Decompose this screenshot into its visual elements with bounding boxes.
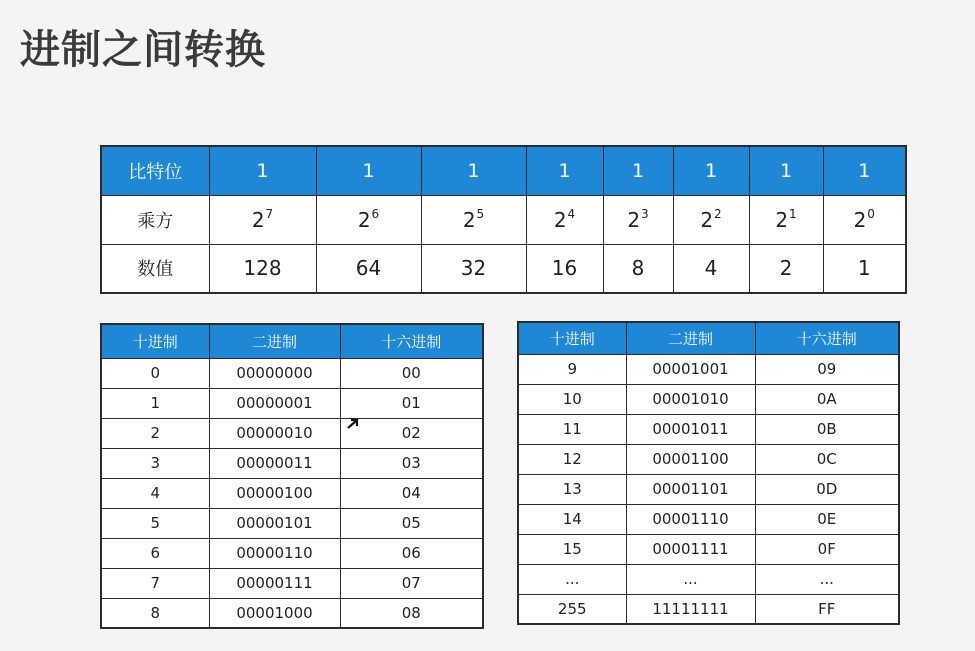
decimal-cell: 9	[518, 354, 626, 384]
binary-cell: 00001011	[626, 414, 755, 444]
value-cell: 4	[673, 244, 749, 293]
power-exponent: 0	[867, 207, 875, 221]
power-cell	[526, 195, 603, 244]
row-label-bit: 比特位	[101, 146, 209, 195]
power-base: 2	[700, 208, 714, 232]
conversion-table-right	[517, 321, 900, 625]
table-row	[101, 448, 483, 478]
binary-cell: 00001001	[626, 354, 755, 384]
table-row	[101, 418, 483, 448]
decimal-cell: 10	[518, 384, 626, 414]
value-cell: 32	[421, 244, 526, 293]
power-exponent: 3	[641, 207, 649, 221]
value-cell: 8	[603, 244, 673, 293]
binary-cell: 00000100	[209, 478, 340, 508]
power-exponent: 6	[371, 207, 380, 221]
value-row	[101, 244, 906, 293]
decimal-cell: 0	[101, 358, 209, 388]
power-cell	[209, 195, 316, 244]
hex-cell: 00	[340, 358, 483, 388]
decimal-cell: 7	[101, 568, 209, 598]
table-header-row	[518, 322, 899, 354]
hex-cell: 0D	[755, 474, 899, 504]
table-row	[518, 414, 899, 444]
conversion-table-left	[100, 323, 484, 629]
table-row	[101, 568, 483, 598]
power-exponent: 4	[567, 207, 576, 221]
hex-cell: 03	[340, 448, 483, 478]
power-cell	[603, 195, 673, 244]
hex-cell: 0C	[755, 444, 899, 474]
hex-cell: 0F	[755, 534, 899, 564]
binary-cell: 00001010	[626, 384, 755, 414]
value-cell: 16	[526, 244, 603, 293]
table-row	[101, 598, 483, 628]
header-hex: 十六进制	[340, 324, 483, 358]
row-label-value: 数值	[101, 244, 209, 293]
table-header-row	[101, 324, 483, 358]
table-row	[101, 358, 483, 388]
table-row	[518, 384, 899, 414]
value-cell: 128	[209, 244, 316, 293]
value-cell: 2	[749, 244, 823, 293]
hex-cell: 0B	[755, 414, 899, 444]
power-base: 2	[775, 208, 789, 232]
power-exponent: 5	[476, 207, 485, 221]
power-base: 2	[251, 208, 265, 232]
binary-cell: 00000101	[209, 508, 340, 538]
header-hex: 十六进制	[755, 322, 899, 354]
bit-cell: 1	[603, 146, 673, 195]
binary-cell: 00000110	[209, 538, 340, 568]
decimal-cell: 8	[101, 598, 209, 628]
hex-cell: 07	[340, 568, 483, 598]
power-base: 2	[357, 208, 371, 232]
decimal-cell: ...	[518, 564, 626, 594]
mouse-cursor-icon	[346, 418, 360, 430]
hex-cell: 08	[340, 598, 483, 628]
hex-cell: ...	[755, 564, 899, 594]
decimal-cell: 4	[101, 478, 209, 508]
binary-cell: 00001100	[626, 444, 755, 474]
power-base: 2	[553, 208, 567, 232]
power-cell	[673, 195, 749, 244]
table-row	[518, 444, 899, 474]
bit-cell: 1	[209, 146, 316, 195]
value-cell: 64	[316, 244, 421, 293]
decimal-cell: 255	[518, 594, 626, 624]
hex-cell: 04	[340, 478, 483, 508]
table-row	[101, 388, 483, 418]
hex-cell: 02	[340, 418, 483, 448]
binary-cell: 00000011	[209, 448, 340, 478]
decimal-cell: 3	[101, 448, 209, 478]
hex-cell: 0E	[755, 504, 899, 534]
table-row	[101, 478, 483, 508]
power-base: 2	[853, 208, 867, 232]
binary-cell: 00000010	[209, 418, 340, 448]
table-row	[101, 508, 483, 538]
hex-cell: 01	[340, 388, 483, 418]
power-exponent: 1	[789, 207, 797, 221]
power-base: 2	[462, 208, 476, 232]
hex-cell: 0A	[755, 384, 899, 414]
binary-cell: 00000001	[209, 388, 340, 418]
binary-cell: 11111111	[626, 594, 755, 624]
table-row	[518, 504, 899, 534]
bit-cell: 1	[526, 146, 603, 195]
table-row	[518, 354, 899, 384]
decimal-cell: 14	[518, 504, 626, 534]
power-exponent: 7	[265, 207, 274, 221]
bit-cell: 1	[316, 146, 421, 195]
binary-cell: 00000000	[209, 358, 340, 388]
decimal-cell: 2	[101, 418, 209, 448]
binary-cell: ...	[626, 564, 755, 594]
power-base: 2	[627, 208, 641, 232]
binary-cell: 00001111	[626, 534, 755, 564]
page-title: 进制之间转换	[20, 27, 266, 73]
bit-cell: 1	[673, 146, 749, 195]
binary-cell: 00001101	[626, 474, 755, 504]
decimal-cell: 12	[518, 444, 626, 474]
decimal-cell: 15	[518, 534, 626, 564]
power-exponent: 2	[714, 207, 722, 221]
header-binary: 二进制	[209, 324, 340, 358]
header-binary: 二进制	[626, 322, 755, 354]
hex-cell: FF	[755, 594, 899, 624]
bit-weight-table	[100, 145, 907, 294]
row-label-power: 乘方	[101, 195, 209, 244]
header-decimal: 十进制	[518, 322, 626, 354]
binary-cell: 00000111	[209, 568, 340, 598]
header-decimal: 十进制	[101, 324, 209, 358]
binary-cell: 00001000	[209, 598, 340, 628]
hex-cell: 09	[755, 354, 899, 384]
table-row	[518, 474, 899, 504]
value-cell: 1	[823, 244, 906, 293]
decimal-cell: 11	[518, 414, 626, 444]
power-cell	[823, 195, 906, 244]
decimal-cell: 13	[518, 474, 626, 504]
hex-cell: 06	[340, 538, 483, 568]
power-cell	[749, 195, 823, 244]
binary-cell: 00001110	[626, 504, 755, 534]
power-cell	[316, 195, 421, 244]
power-row	[101, 195, 906, 244]
table-row	[518, 564, 899, 594]
table-row	[518, 594, 899, 624]
hex-cell: 05	[340, 508, 483, 538]
power-cell	[421, 195, 526, 244]
decimal-cell: 5	[101, 508, 209, 538]
bit-cell: 1	[421, 146, 526, 195]
decimal-cell: 1	[101, 388, 209, 418]
table-row	[518, 534, 899, 564]
bit-cell: 1	[749, 146, 823, 195]
bit-cell: 1	[823, 146, 906, 195]
table-row	[101, 538, 483, 568]
decimal-cell: 6	[101, 538, 209, 568]
bit-row	[101, 146, 906, 195]
